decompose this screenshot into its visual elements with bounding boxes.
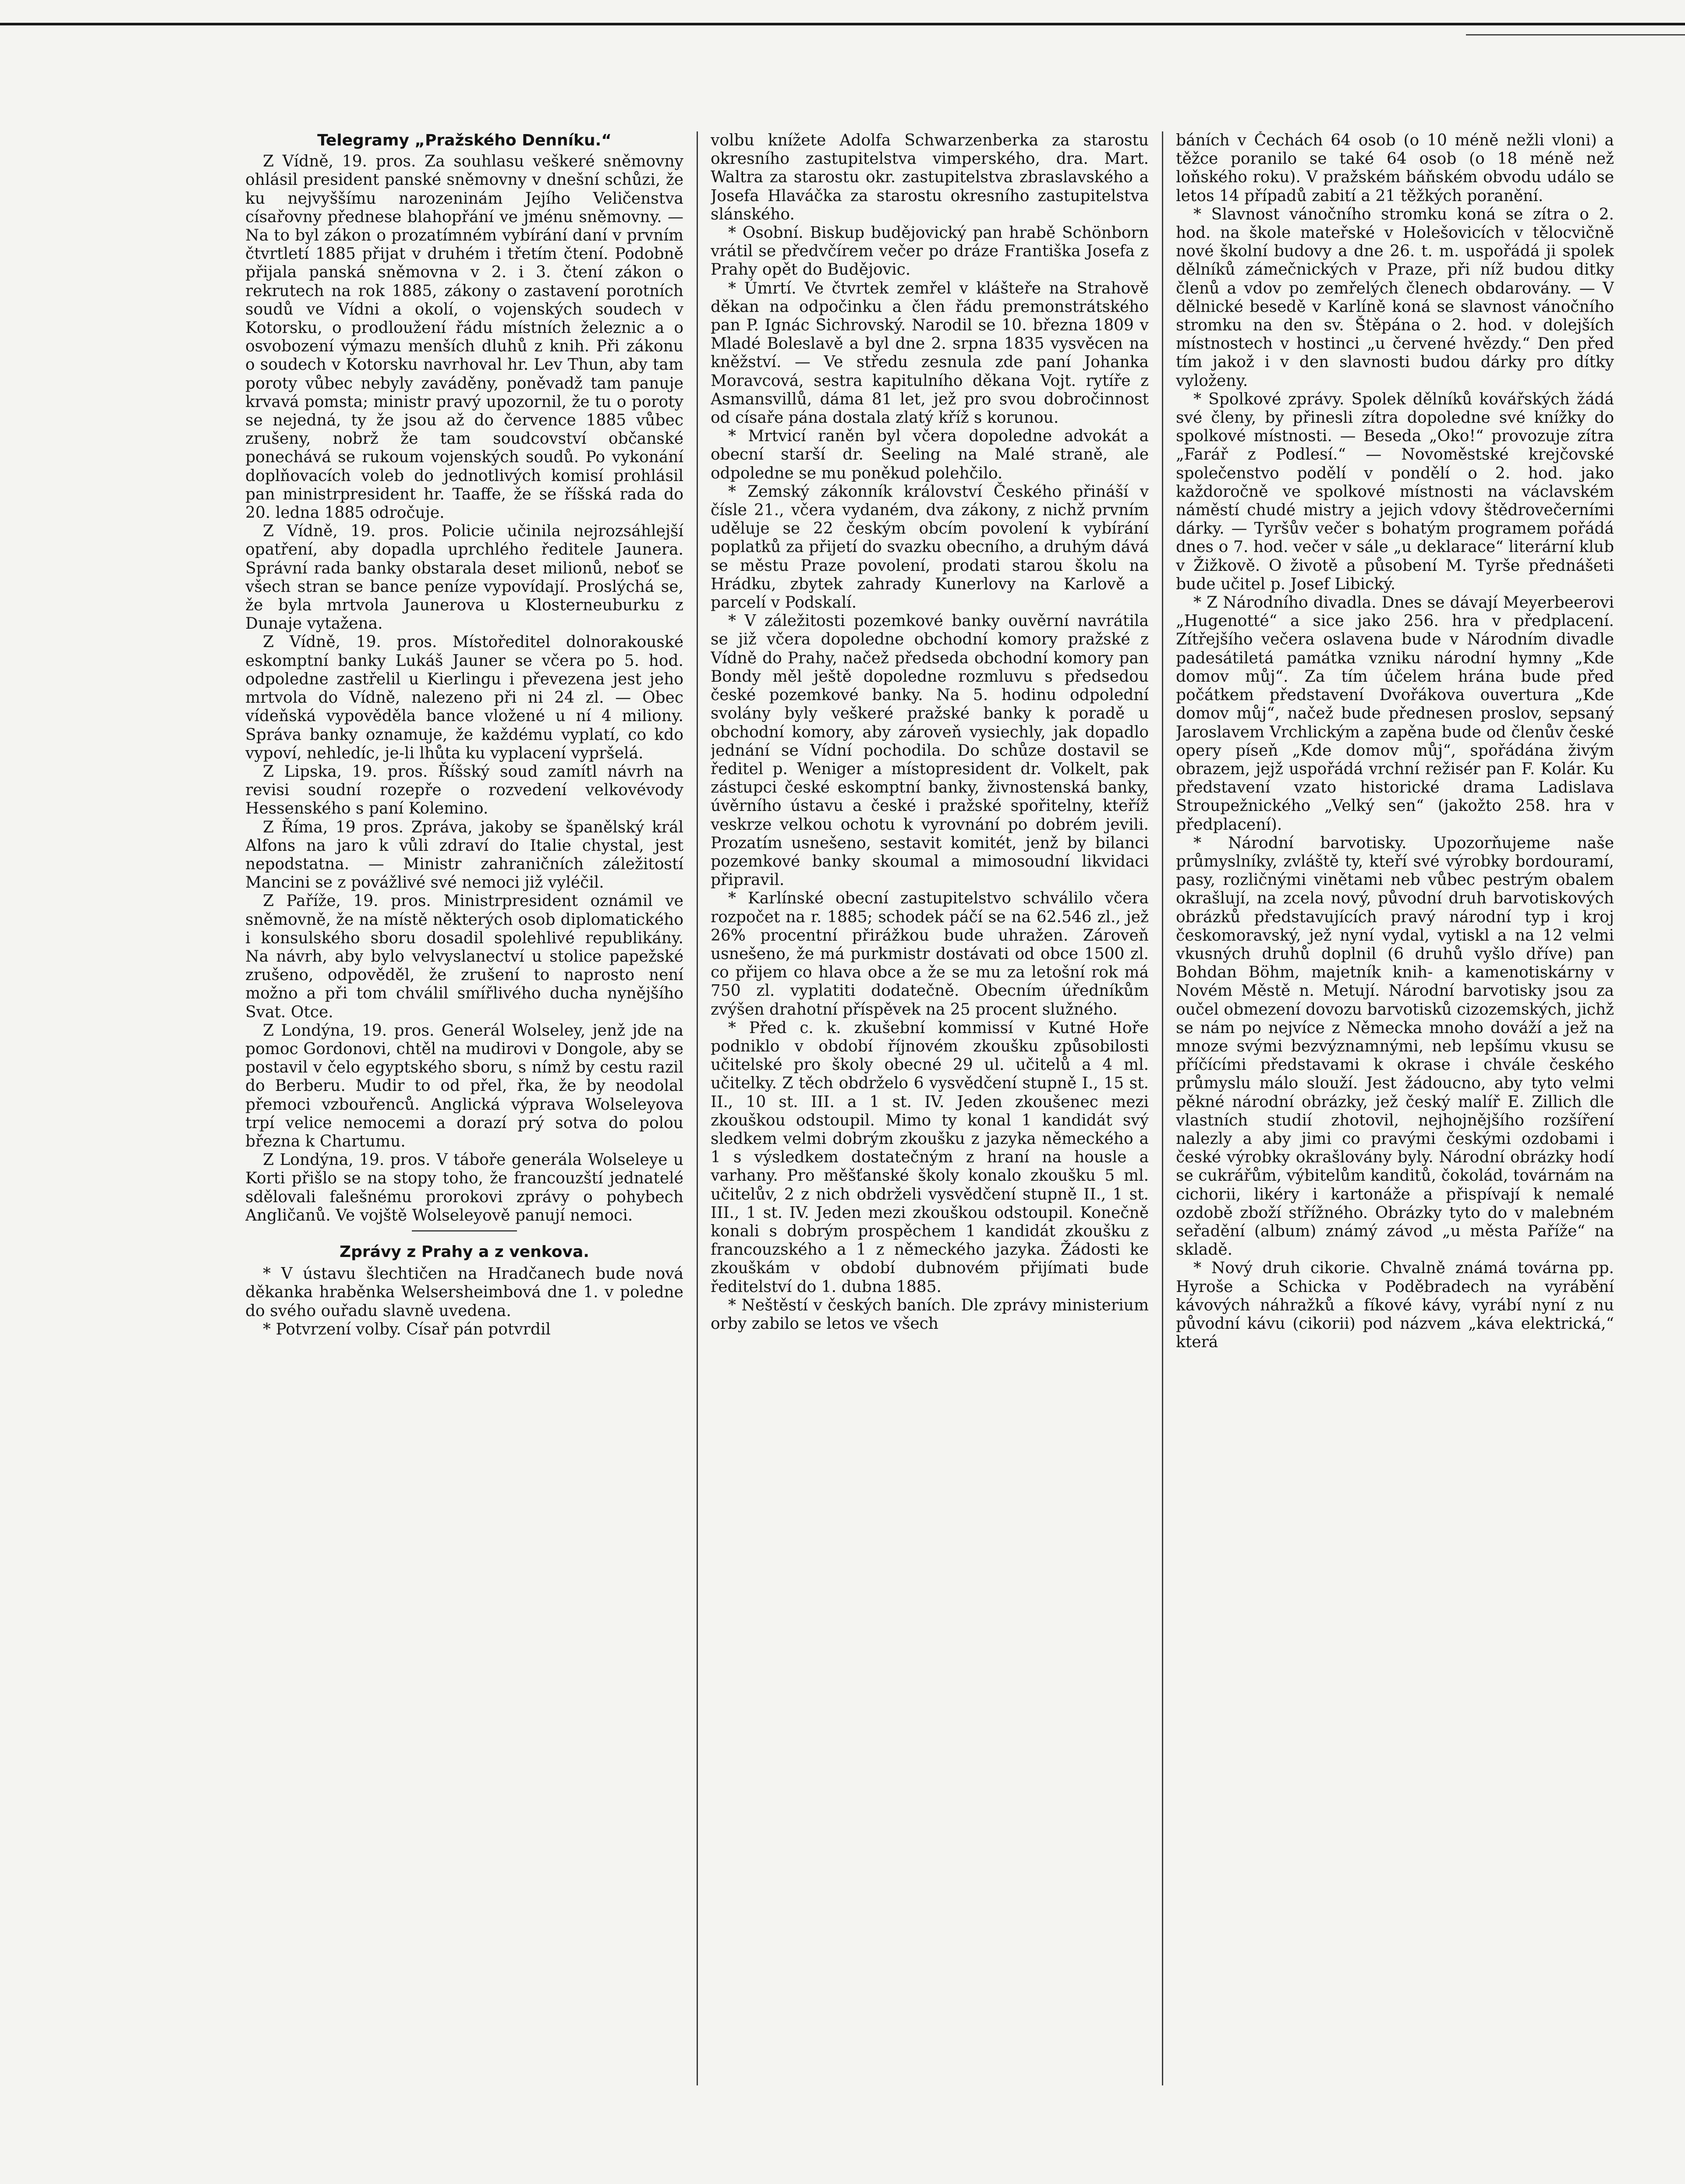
newspaper-page <box>245 131 1617 2129</box>
column-1 <box>245 131 683 2129</box>
news-paragraph: * V záležitosti pozemkové banky ouvěrní navrátila se již včera dopoledne obchodní komory pražské z Vídně do Prahy, načež předseda obchodní komory pan Bondy měl ještě dopoledne rozmluvu s předsedou české pozemkové banky. Na 5. hodinu odpolední svolány byly veškeré pražské banky k poradě u obchodní komory, aby zároveň vysiechly, jak dopadlo jednání se Vídní pochodila. Do schůze dostavil se ředitel p. Weniger a místopresident dr. Volkelt, pak zástupci české eskomptní banky, živnostenská banky, úvěrního ústavu a české i pražské spořitelny, kteříž veskrze velkou ochotu k vyrovnání po dobrém jevili. Prozatím usnešeno, sestavit komitét, jenž by bilanci pozemkové banky skoumal a mimosoudní likvidaci připravil. <box>711 612 1149 889</box>
telegram-paragraph: Z Paříže, 19. pros. Ministrpresident oznámil ve sněmovně, že na místě některých osob diplomatického i konsulského sboru dosadil spolehlivé republikány. Na návrh, aby bylo velvyslanectví u stolice papežské zrušeno, odpověděl, že zrušení to naprosto není možno a při tom chválil smířlivého ducha nynějšího Svat. Otce. <box>245 892 683 1021</box>
column-2 <box>711 131 1149 2129</box>
telegram-paragraph: Z Londýna, 19. pros. V táboře generála Wolseleye u Korti přišlo se na stopy toho, že francouzští jednatelé sdělovali falešnému prorokovi zprávy o pohybech Angličanů. Ve vojště Wolseleyově panují nemoci. <box>245 1151 683 1225</box>
telegram-paragraph: Z Vídně, 19. pros. Policie učinila nejrozsáhlejší opatření, aby dopadla uprchlého ředitele Jaunera. Správní rada banky obstarala deset milionů, neboť se všech stran se bance peníze vypovídají. Proslýchá se, že byla mrtvola Jaunerova u Klosterneuburku z Dunaje vytažena. <box>245 522 683 633</box>
section-separator <box>412 1230 517 1232</box>
news-paragraph: * Spolkové zprávy. Spolek dělníků kovářských žádá své členy, by přinesli zítra dopoledne své knížky do spolkové místnosti. — Beseda „Oko!“ provozuje zítra „Farář z Podlesí.“ — Novoměstské krejčovské společenstvo podělí v pondělí o 2. hod. jako každoročně ve spolkové místnosti na václavském náměstí chudé mistry a jejich vdovy štědrovečerními dárky. — Tyršův večer s bohatým programem pořádá dnes o 7. hod. večer v sále „u deklarace“ literární klub v Žižkově. O životě a působení M. Tyrše přednášeti bude učitel p. Josef Libický. <box>1176 390 1614 593</box>
top-border-rule <box>0 23 1685 25</box>
telegram-paragraph: Z Říma, 19 pros. Zpráva, jakoby se španělský král Alfons na jaro k vůli zdraví do Italie chystal, jest nepodstatna. — Ministr zahraničních záležitostí Mancini se z povážlivé své nemoci již vyléčil. <box>245 818 683 892</box>
telegrams-heading: Telegramy „Pražského Denníku.“ <box>317 131 612 149</box>
telegram-paragraph: Z Londýna, 19. pros. Generál Wolseley, jenž jde na pomoc Gordonovi, chtěl na mudirovi v Dongole, aby se postavil v čelo egyptského sboru, s nímž by cestu razil do Berberu. Mudir to od přel, řka, že by neodolal přemoci vzbouřenců. Anglická výprava Wolseleyova trpí velice nemocemi a dorazí prý sotva do polou března k Chartumu. <box>245 1021 683 1150</box>
news-paragraph: * Osobní. Biskup budějovický pan hrabě Schönborn vrátil se předvčírem večer po dráze Františka Josefa z Prahy opět do Budějovic. <box>711 224 1149 279</box>
news-paragraph: * Z Národního divadla. Dnes se dávají Meyerbeerovi „Hugenotté“ a sice jako 256. hra v předplacení. Zítřejšího večera oslavena bude v Národním divadle padesátiletá památka vzniku národní hymny „Kde domov můj“. Za tím účelem hrána bude před počátkem představení Dvořákova ouvertura „Kde domov můj“, načež bude přednesen proslov, sepsaný Jaroslavem Vrchlickým a zapěna bude od členův české opery píseň „Kde domov můj“, spořádána živým obrazem, jejž uspořádá vrchní režisér pan F. Kolár. Ku představení vzato historické drama Ladislava Stroupežnického „Velký sen“ (jakožto 258. hra v předplacení). <box>1176 594 1614 834</box>
telegram-paragraph: Z Lipska, 19. pros. Říšský soud zamítl návrh na revisi soudní rozepře o rozvedení velkovévody Hessenského s paní Kolemino. <box>245 762 683 818</box>
news-paragraph: * Mrtvicí raněn byl včera dopoledne advokát a obecní starší dr. Seeling na Malé straně, ale odpoledne se mu poněkud polehčilo. <box>711 427 1149 482</box>
telegram-paragraph: Z Vídně, 19. pros. Místoředitel dolnorakouské eskomptní banky Lukáš Jauner se včera po 5. hod. odpoledne zastřelil u Kierlingu i převezena jest jeho mrtvola do Vídně, nalezeno při ni 24 zl. — Obec vídeňská vypověděla bance vložené u ní 4 miliony. Správa banky oznamuje, že každému vyplatí, co kdo vypoví, nehledíc, je-li lhůta ku vyplacení vypršelá. <box>245 633 683 762</box>
top-border-rule-short <box>1466 34 1685 35</box>
news-paragraph: * V ústavu šlechtičen na Hradčanech bude nová děkanka hraběnka Welsersheimbová dne 1. v poledne do svého ouřadu slavně uvedena. <box>245 1265 683 1320</box>
news-paragraph: * Před c. k. zkušební kommissí v Kutné Hoře podniklo v období říjnovém zkoušku způsobilosti učitelské pro školy obecné 29 ul. učitelů a 4 ml. učitelky. Z těch obdrželo 6 vysvědčení stupně I., 15 st. II., 10 st. III. a 1 st. IV. Jeden zkoušenec mezi zkouškou odstoupil. Mimo ty konal 1 kandidát svý sledkem velmi dobrým zkoušku z jazyka německého a 1 s výsledkem dostatečným z hraní na housle a varhany. Pro měšťanské školy konalo zkoušku 5 ml. učitelův, 2 z nich obdrželi vysvědčení stupně II., 1 st. III., 1 st. IV. Jeden mezi zkouškou odstoupil. Konečně konali s dobrým prospěchem 1 kandidát zkoušku z francouzského a 1 z německého jazyka. Žádosti ke zkouškám v období dubnovém přijímati bude ředitelství do 1. dubna 1885. <box>711 1019 1149 1296</box>
news-paragraph: volbu knížete Adolfa Schwarzenberka za starostu okresního zastupitelstva vimperského, dra. Mart. Waltra za starostu okr. zastupitelstva zbraslavského a Josefa Hlaváčka za starostu okresního zastupitelstva slánského. <box>711 131 1149 223</box>
news-section-heading: Zprávy z Prahy a z venkova. <box>340 1242 589 1261</box>
news-paragraph: * Karlínské obecní zastupitelstvo schválilo včera rozpočet na r. 1885; schodek páčí se na 62.546 zl., jež 26% procentní přirážkou bude uhražen. Zároveň usnešeno, že má purkmistr dostávati od obce 1500 zl. co přijem co hlava obce a že se mu za letošní rok má 750 zl. vyplatiti dodatečně. Obecním úředníkům zvýšen drahotní příspěvek na 25 procent služného. <box>711 889 1149 1019</box>
news-paragraph: * Nový druh cikorie. Chvalně známá továrna pp. Hyroše a Schicka v Poděbradech na vyrábění kávových náhražků a fíkové kávy, vyrábí nyní z nu původní kávu (cikorii) pod názvem „káva elektrická,“ která <box>1176 1259 1614 1352</box>
news-paragraph: * Potvrzení volby. Císař pán potvrdil <box>263 1320 551 1338</box>
column-divider <box>1162 131 1163 2085</box>
news-paragraph: báních v Čechách 64 osob (o 10 méně nežli vloni) a těžce poranilo se také 64 osob (o 18 méně než loňského roku). V pražském báňském obvodu událo se letos 14 případů zabití a 21 těžkých poranění. <box>1176 131 1614 205</box>
column-3 <box>1176 131 1614 2129</box>
news-paragraph: * Slavnost vánočního stromku koná se zítra o 2. hod. na škole mateřské v Holešovicích v tělocvičně nové školní budovy a dne 26. t. m. uspořádá ji spolek dělníků zámečnických v Praze, při níž budou ditky členů a vdov po zemřelých členech obdarovány. — V dělnické besedě v Karlíně koná se slavnost vánočního stromku na den sv. Štěpána o 2. hod. v dolejších místnostech v hostinci „u červené hvězdy.“ Den před tím jakož i v den slavnosti budou dárky pro dítky vyloženy. <box>1176 205 1614 390</box>
column-divider <box>697 131 698 2085</box>
news-paragraph: * Neštěstí v českých baních. Dle zprávy ministerium orby zabilo se letos ve všech <box>711 1296 1149 1333</box>
news-paragraph: * Úmrtí. Ve čtvrtek zemřel v klášteře na Strahově děkan na odpočinku a člen řádu premonstrátského pan P. Ignác Sichrovský. Narodil se 10. března 1809 v Mladé Boleslavě a byl dne 2. srpna 1835 vysvěcen na kněžství. — Ve středu zesnula zde paní Johanka Moravcová, sestra kapitulního děkana Vojt. rytíře z Asmansvillů, dáma 81 let, jež pro svou dobročinnost od císaře pána dostala zlatý kříž s korunou. <box>711 279 1149 427</box>
news-paragraph: * Zemský zákonník království Českého přináší v čísle 21., včera vydaném, dva zákony, z nichž prvním uděluje se 22 českým obcím povolení k vybírání poplatků za přijetí do svazku obecního, a druhým dává se městu Praze povolení, prodati starou školu na Hrádku, zbytek zahrady Kunerlovy na Karlově a parcelí v Podskalí. <box>711 482 1149 612</box>
telegram-paragraph: Z Vídně, 19. pros. Za souhlasu veškeré sněmovny ohlásil president panské sněmovny v dnešní schůzi, že ku nejvyššímu narozeninám Jejího Veličenstva císařovny přednese blahopřání ve jménu sněmovny. — Na to byl zákon o prozatímném vybírání daní v prvním čtvrtletí 1885 přijat v druhém i třetím čtení. Podobně přijala panská sněmovna v 2. i 3. čtení zákon o rekrutech na rok 1885, zákony o zastavení porotních soudů ve Vídni a okolí, o vojenských soudech v Kotorsku, o prodloužení řádu místních železnic a o osvobození výmazu menších dluhů z knih. Při zákonu o soudech v Kotorsku navrhoval hr. Lev Thun, aby tam poroty vůbec nebyly zaváděny, poněvadž tam panuje krvavá pomsta; ministr pravý upozornil, že tu o poroty se nejedná, ty že jsou až do července 1885 vůbec zrušeny, nobrž že tam soudcovství občanské ponechává se rukoum vojenských soudů. Po vykonání doplňovacích voleb do jednotlivých komisí prohlásil pan ministrpresident hr. Taaffe, že se říšská rada do 20. ledna 1885 odročuje. <box>245 152 683 522</box>
news-paragraph: * Národní barvotisky. Upozorňujeme naše průmyslníky, zvláště ty, kteří své výrobky bordouramí, pasy, rozličnými vinětami neb vůbec pestrým obalem okrašlují, na zcela nový, původní druh barvotiskových obrázků představujících pravý národní typ i kroj českomoravský, jež nyní vydal, vytiskl a na 12 velmi vkusných druhů doplnil (6 druhů vyšlo dříve) pan Bohdan Böhm, majetník knih- a kamenotiskárny v Novém Městě n. Metují. Národní barvotisky jsou za oučel obmezení dovozu barvotisků cizozemských, jichž se nám po nejvíce z Německa mnoho dováží a jež na mnoze svými bezvýznamnými, neb lepšímu vkusu se příčícími představami k okrase i chvále českého průmyslu málo slouží. Jest žádoucno, aby tyto velmi pěkné národní obrázky, jež český malíř E. Zillich dle vlastních studií zhotovil, nejhojnějšího rozšíření nalezly a aby jimi co pravými českými ozdobami i české výrobky okrašlovány byly. Národní obrázky hodí se cukrářům, výbitelům kanditů, čokolád, továrnám na cichorii, likéry i kartonáže a přispívají k nemalé ozdobě zboží střížného. Obrázky tyto do v malebném seřadění (album) známý závod „u města Paříže“ na skladě. <box>1176 834 1614 1259</box>
